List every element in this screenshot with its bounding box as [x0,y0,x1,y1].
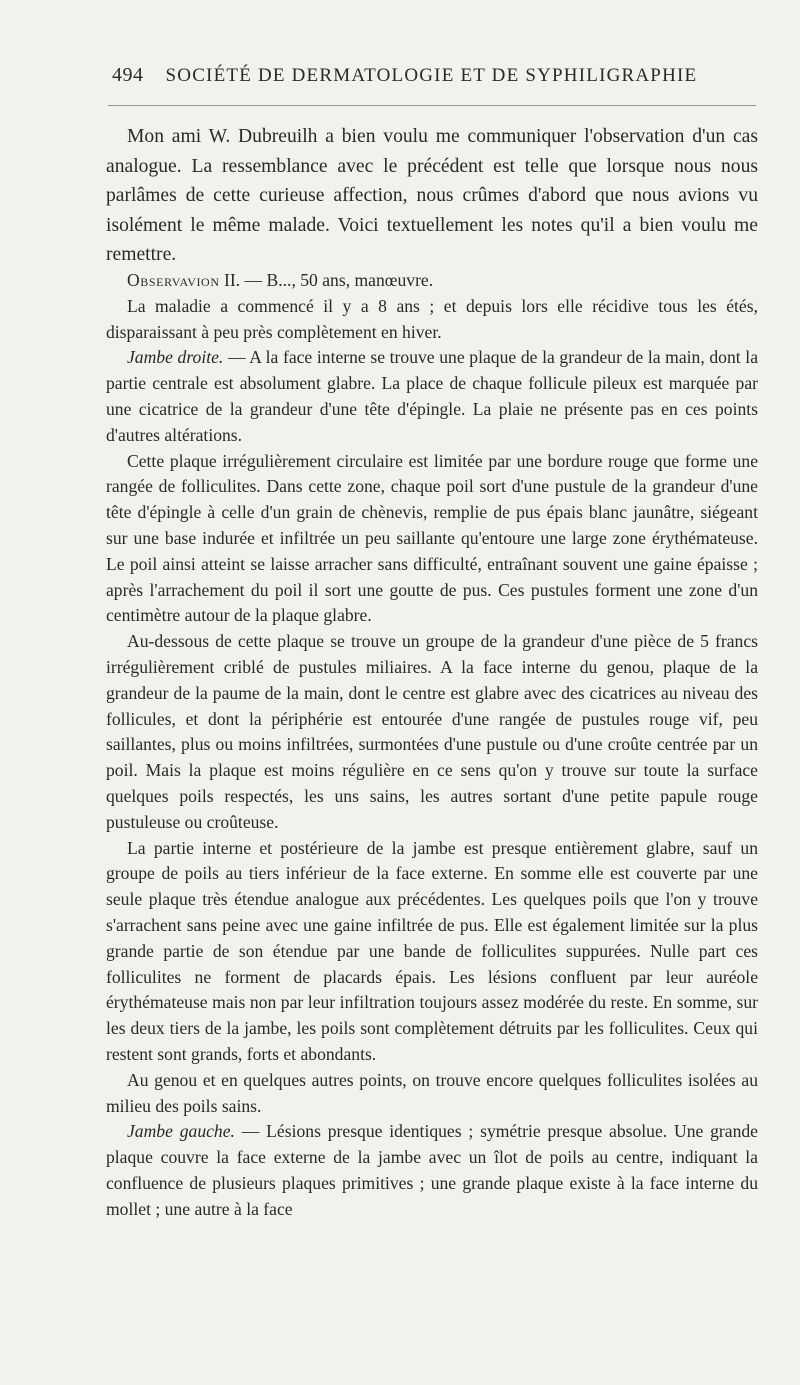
header-rule [108,105,756,106]
intro-section [106,122,758,270]
paragraph-3: Cette plaque irrégulièrement circulaire est limitée par une bordure rouge que forme une rangée de folliculites. Dans cette zone, chaque poil sort d'une pustule de la grandeur d'une tête d'épingle à celle d'un grain de chènevis, remplie de pus épais blanc jaunâtre, siégeant sur une base indurée et infiltrée un peu saillante qu'entoure une large zone érythémateuse. Le poil ainsi atteint se laisse arracher sans difficulté, entraînant souvent une gaine épaisse ; après l'arrachement du poil il sort une goutte de pus. Ces pustules forment une zone d'un centimètre autour de la plaque glabre. [106,450,758,626]
observation-heading [106,268,758,294]
paragraph-6: Au genou et en quelques autres points, on trouve encore quelques folliculites isolées au milieu des poils sains. [106,1069,758,1116]
paragraph-7-text: — Lésions presque identiques ; symétrie presque absolue. Une grande plaque couvre la face externe de la jambe avec un îlot de poils au centre, indiquant la confluence de plusieurs plaques primitives ; une grande plaque existe à la face interne du mollet ; une autre à la face [106,1121,758,1219]
observation-section [106,268,758,1222]
paragraph-7 [106,1119,758,1222]
running-header [112,64,752,87]
intro-paragraph: Mon ami W. Dubreuilh a bien voulu me communiquer l'observation d'un cas analogue. La ressemblance avec le précédent est telle que lorsque nous nous parlâmes de cette curieuse affection, nous crûmes d'abord que nous avions vu isolément le même malade. Voici textuellement les notes qu'il a bien voulu me remettre. [106,126,758,265]
paragraph-5: La partie interne et postérieure de la jambe est presque entièrement glabre, sauf un groupe de poils au tiers inférieur de la face externe. En somme elle est couverte par une seule plaque très étendue analogue aux précédentes. Les quelques poils que l'on y trouve s'arrachent sans peine avec une gaine infiltrée de pus. Elle est également limitée sur la plus grande partie de son étendue par une bande de folliculites suppurées. Nulle part ces folliculites ne forment de placards épais. Les lésions confluent par leur auréole érythémateuse mais non par leur infiltration toujours assez modérée du reste. En somme, sur les deux tiers de la jambe, les poils sont complètement détruits par les folliculites. Ceux qui restent sont grands, forts et abondants. [106,837,758,1064]
paragraph-2 [106,345,758,448]
paragraph-4: Au-dessous de cette plaque se trouve un groupe de la grandeur d'une pièce de 5 francs irrégulièrement criblé de pustules miliaires. A la face interne du genou, plaque de la grandeur de la paume de la main, dont le centre est glabre avec des cicatrices au niveau des follicules, et dont la périphérie est entourée d'une rangée de pustules rouge vif, peu saillantes, plus ou moins infiltrées, surmontées d'une pustule ou d'une croûte centrée par un poil. Mais la plaque est moins régulière en ce sens qu'on y trouve sur toute la surface quelques poils respectés, les uns sains, les autres sortant d'une petite papule rouge pustuleuse ou croûteuse. [106,631,758,832]
observation-label: Observavion [127,270,220,290]
section-label-right-leg: Jambe droite. [127,347,224,368]
paragraph-2-text: — A la face interne se trouve une plaque de la grandeur de la main, dont la partie centrale est absolument glabre. La place de chaque follicule pileux est marquée par une cicatrice de la grandeur d'une tête d'épingle. La plaie ne présente pas en ces points d'autres altérations. [106,347,759,445]
page-number: 494 [112,64,144,86]
running-title: SOCIÉTÉ DE DERMATOLOGIE ET DE SYPHILIGRAPHIE [165,65,698,86]
observation-subject: — B..., 50 ans, manœuvre. [240,270,434,290]
section-label-left-leg: Jambe gauche. [127,1121,235,1142]
observation-number: II. [224,270,241,290]
paragraph-1: La maladie a commencé il y a 8 ans ; et depuis lors elle récidive tous les étés, disparaissant à peu près complètement en hiver. [106,295,758,342]
